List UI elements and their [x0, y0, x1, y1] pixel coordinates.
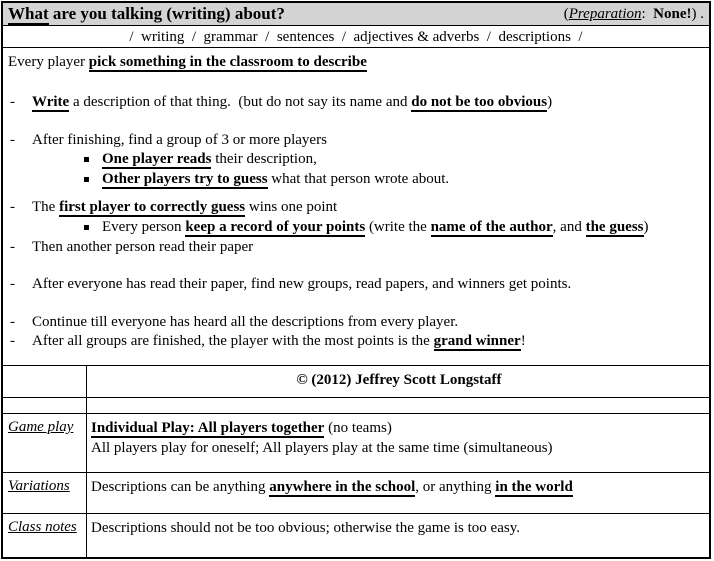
title-rest: are you talking (writing) about?: [48, 4, 285, 23]
worksheet: [1, 1, 711, 559]
instructions: [3, 47, 709, 365]
text-run: Every person: [102, 219, 186, 235]
row-label-game-play: Game play: [8, 419, 74, 435]
text-run: first player to correctly guess: [59, 199, 246, 215]
spacer-row: [3, 397, 709, 413]
text-run: grand winner: [433, 333, 521, 349]
instruction-line: [8, 313, 704, 332]
page-title: [8, 4, 285, 24]
text-run: One player reads: [102, 151, 212, 167]
text-run: the guess: [585, 219, 644, 235]
variations-label-cell: [3, 473, 87, 513]
row-label-variations: Variations: [8, 478, 70, 494]
text-run: ): [643, 219, 649, 235]
variations-row: [3, 472, 709, 513]
prep-close-paren: ) .: [691, 5, 704, 22]
dash-bullet: -: [10, 132, 15, 148]
text-run: Other players try to guess: [102, 171, 268, 187]
spacer-left-cell: [3, 398, 87, 413]
text-run: !: [520, 333, 526, 349]
text-run: in the world: [495, 479, 573, 495]
text-run: After everyone has read their paper, find new groups, read papers, and winners get points.: [32, 276, 572, 292]
text-run: name of the author: [430, 219, 553, 235]
cell-line: [91, 518, 707, 538]
text-run: do not be too obvious: [411, 94, 548, 110]
text-run: their description,: [211, 151, 317, 167]
text-run: anywhere in the school: [269, 479, 416, 495]
instruction-line: [8, 275, 704, 294]
copyright-cell: [87, 366, 709, 397]
instruction-line: [8, 131, 704, 150]
square-bullet: [84, 225, 89, 230]
prep-colon: :: [641, 5, 654, 22]
spacer-right-cell: [87, 398, 709, 413]
dash-bullet: -: [10, 276, 15, 292]
text-run: Individual Play: All players together: [91, 420, 325, 436]
topic-tags: / writing / grammar / sentences / adjectives & adverbs / descriptions /: [3, 25, 709, 47]
dash-bullet: -: [10, 199, 15, 215]
text-run: All players play for oneself; All players play at the same time (simultaneous): [91, 440, 553, 456]
class-notes-row: [3, 513, 709, 557]
prep-label: Preparation: [568, 5, 642, 22]
text-run: Write: [32, 94, 70, 110]
prep-open-paren: (: [563, 5, 569, 22]
prep-value: None!: [653, 5, 692, 22]
copyright-left-cell: [3, 366, 87, 397]
text-run: Every player: [8, 54, 89, 70]
instruction-line: [8, 238, 704, 257]
dash-bullet: -: [10, 239, 15, 255]
instruction-line: [8, 170, 704, 189]
game-play-row: [3, 413, 709, 472]
instruction-line: [8, 218, 704, 237]
text-run: After all groups are finished, the player with the most points is the: [32, 333, 434, 349]
instruction-line: [8, 53, 704, 72]
text-run: Descriptions should not be too obvious; otherwise the game is too easy.: [91, 520, 520, 536]
text-run: Then another person read their paper: [32, 239, 254, 255]
title-emphasis: What: [8, 4, 49, 23]
text-run: Continue till everyone has heard all the descriptions from every player.: [32, 314, 459, 330]
cell-line: [91, 418, 707, 438]
square-bullet: [84, 177, 89, 182]
dash-bullet: -: [10, 94, 15, 110]
text-run: wins one point: [245, 199, 338, 215]
text-run: (no teams): [324, 420, 392, 436]
text-run: a description of that thing. (but do not say its name and: [69, 94, 412, 110]
game-play-content: [87, 414, 709, 472]
text-run: , or anything: [415, 479, 496, 495]
text-run: (write the: [365, 219, 431, 235]
dash-bullet: -: [10, 314, 15, 330]
text-run: After finishing, find a group of 3 or more players: [32, 132, 327, 148]
variations-content: [87, 473, 709, 513]
text-run: , and: [552, 219, 586, 235]
game-play-label-cell: [3, 414, 87, 472]
class-notes-label-cell: [3, 514, 87, 557]
cell-line: [91, 438, 707, 458]
instruction-line: [8, 332, 704, 351]
copyright-text: © (2012) Jeffrey Scott Longstaff: [296, 372, 502, 388]
text-run: ): [547, 94, 553, 110]
dash-bullet: -: [10, 333, 15, 349]
instruction-line: [8, 150, 704, 169]
text-run: The: [32, 199, 60, 215]
cell-line: [91, 477, 707, 497]
instruction-line: [8, 198, 704, 217]
class-notes-content: [87, 514, 709, 557]
instruction-line: [8, 93, 704, 112]
title-bar: [3, 3, 709, 25]
row-label-class-notes: Class notes: [8, 519, 77, 535]
text-run: what that person wrote about.: [267, 171, 450, 187]
text-run: Descriptions can be anything: [91, 479, 270, 495]
text-run: keep a record of your points: [185, 219, 366, 235]
text-run: pick something in the classroom to describe: [88, 54, 367, 70]
preparation-note: [564, 6, 704, 23]
square-bullet: [84, 157, 89, 162]
copyright-row: [3, 365, 709, 397]
